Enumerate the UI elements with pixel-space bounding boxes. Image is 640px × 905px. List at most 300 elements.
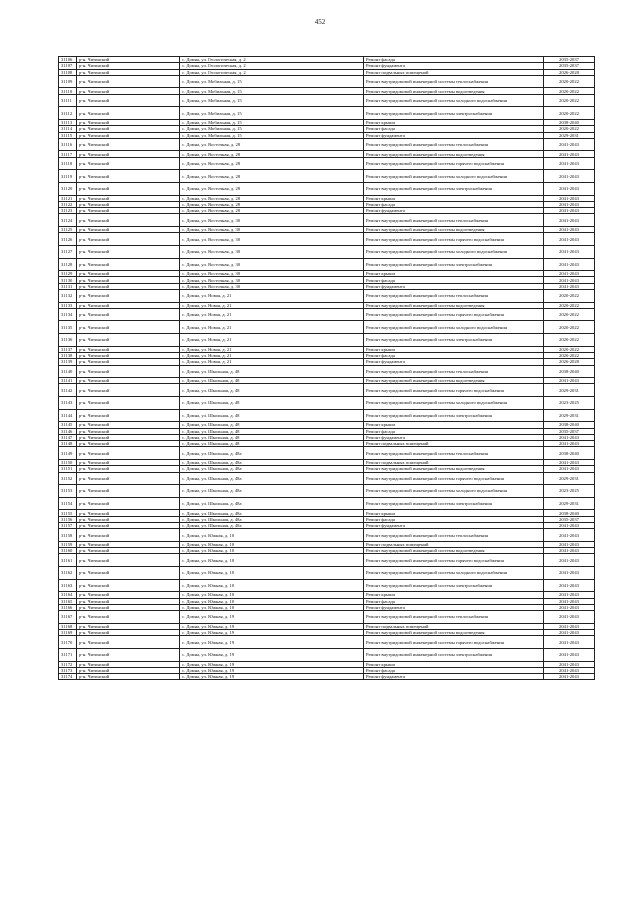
work-type-cell: Ремонт фундамента xyxy=(364,604,544,610)
address-cell: с. Домна, ул. Восточная, д. 28 xyxy=(180,138,364,151)
work-type-cell: Ремонт фундамента xyxy=(364,283,544,289)
years-cell: 2020-2022 xyxy=(544,289,595,302)
district-cell: р-н. Читинский xyxy=(77,245,180,258)
years-cell: 2026-2028 xyxy=(544,359,595,365)
table-row xyxy=(59,245,595,258)
years-cell: 2020-2022 xyxy=(544,126,595,132)
address-cell: с. Домна, ул. Восточная, д. 28 xyxy=(180,208,364,214)
district-cell: р-н. Читинский xyxy=(77,107,180,120)
row-number: 31128 xyxy=(59,258,77,271)
table-row xyxy=(59,289,595,302)
address-cell: с. Домна, ул. Южная, д. 10 xyxy=(180,579,364,592)
table-row xyxy=(59,611,595,624)
district-cell: р-н. Читинский xyxy=(77,541,180,547)
table-row xyxy=(59,384,595,397)
row-number: 31156 xyxy=(59,516,77,522)
row-number: 31148 xyxy=(59,441,77,447)
years-cell: 2041-2043 xyxy=(544,592,595,598)
years-cell: 2041-2043 xyxy=(544,151,595,157)
work-type-cell: Ремонт внутридомовой инженерной системы теплоснабжения xyxy=(364,365,544,378)
row-number: 31161 xyxy=(59,554,77,567)
address-cell: с. Домна, ул. Мобильная, д. 15 xyxy=(180,75,364,88)
address-cell: с. Домна, ул. Восточная, д. 28 xyxy=(180,195,364,201)
work-type-cell: Ремонт фасада xyxy=(364,126,544,132)
address-cell: с. Домна, ул. Школьная, д. 48 xyxy=(180,384,364,397)
row-number: 31168 xyxy=(59,623,77,629)
address-cell: с. Домна, ул. Новая, д. 21 xyxy=(180,302,364,308)
district-cell: р-н. Читинский xyxy=(77,157,180,170)
work-type-cell: Ремонт крыши xyxy=(364,592,544,598)
work-type-cell: Ремонт фасада xyxy=(364,516,544,522)
address-cell: с. Домна, ул. Восточная, д. 30 xyxy=(180,214,364,227)
row-number: 31174 xyxy=(59,674,77,680)
address-cell: с. Домна, ул. Геологическая, д. 2 xyxy=(180,57,364,63)
row-number: 31158 xyxy=(59,529,77,542)
work-type-cell: Ремонт внутридомовой инженерной системы холодного водоснабжения xyxy=(364,321,544,334)
work-type-cell: Ремонт внутридомовой инженерной системы электроснабжения xyxy=(364,182,544,195)
address-cell: с. Домна, ул. Школьная, д. 48а xyxy=(180,447,364,460)
years-cell: 2020-2022 xyxy=(544,107,595,120)
work-type-cell: Ремонт внутридомовой инженерной системы холодного водоснабжения xyxy=(364,94,544,107)
row-number: 31152 xyxy=(59,472,77,485)
address-cell: с. Домна, ул. Южная, д. 10 xyxy=(180,592,364,598)
table-row xyxy=(59,472,595,485)
row-number: 31125 xyxy=(59,227,77,233)
address-cell: с. Домна, ул. Школьная, д. 48 xyxy=(180,378,364,384)
row-number: 31139 xyxy=(59,359,77,365)
years-cell: 2041-2043 xyxy=(544,636,595,649)
district-cell: р-н. Читинский xyxy=(77,88,180,94)
years-cell: 2020-2022 xyxy=(544,302,595,308)
row-number: 31114 xyxy=(59,126,77,132)
row-number: 31172 xyxy=(59,661,77,667)
district-cell: р-н. Читинский xyxy=(77,422,180,428)
row-number: 31124 xyxy=(59,214,77,227)
work-type-cell: Ремонт внутридомовой инженерной системы теплоснабжения xyxy=(364,289,544,302)
years-cell: 2035-2037 xyxy=(544,63,595,69)
district-cell: р-н. Читинский xyxy=(77,151,180,157)
table-row xyxy=(59,75,595,88)
years-cell: 2026-2028 xyxy=(544,69,595,75)
address-cell: с. Домна, ул. Южная, д. 19 xyxy=(180,661,364,667)
row-number: 31149 xyxy=(59,447,77,460)
table-row xyxy=(59,170,595,183)
address-cell: с. Домна, ул. Восточная, д. 30 xyxy=(180,233,364,246)
work-type-cell: Ремонт внутридомовой инженерной системы теплоснабжения xyxy=(364,138,544,151)
work-type-cell: Ремонт внутридомовой инженерной системы электроснабжения xyxy=(364,258,544,271)
address-cell: с. Домна, ул. Мобильная, д. 15 xyxy=(180,126,364,132)
district-cell: р-н. Читинский xyxy=(77,441,180,447)
district-cell: р-н. Читинский xyxy=(77,378,180,384)
years-cell: 2041-2043 xyxy=(544,227,595,233)
work-type-cell: Ремонт фундамента xyxy=(364,359,544,365)
row-number: 31165 xyxy=(59,598,77,604)
district-cell: р-н. Читинский xyxy=(77,334,180,347)
district-cell: р-н. Читинский xyxy=(77,630,180,636)
row-number: 31150 xyxy=(59,460,77,466)
row-number: 31122 xyxy=(59,201,77,207)
years-cell: 2035-2037 xyxy=(544,428,595,434)
district-cell: р-н. Читинский xyxy=(77,321,180,334)
address-cell: с. Домна, ул. Восточная, д. 28 xyxy=(180,170,364,183)
row-number: 31126 xyxy=(59,233,77,246)
years-cell: 2041-2043 xyxy=(544,667,595,673)
years-cell: 2041-2043 xyxy=(544,623,595,629)
address-cell: с. Домна, ул. Школьная, д. 48 xyxy=(180,397,364,410)
district-cell: р-н. Читинский xyxy=(77,126,180,132)
work-type-cell: Ремонт внутридомовой инженерной системы водоотведения xyxy=(364,630,544,636)
district-cell: р-н. Читинский xyxy=(77,397,180,410)
work-type-cell: Ремонт крыши xyxy=(364,346,544,352)
table-row xyxy=(59,157,595,170)
row-number: 31121 xyxy=(59,195,77,201)
row-number: 31132 xyxy=(59,289,77,302)
work-type-cell: Ремонт внутридомовой инженерной системы электроснабжения xyxy=(364,107,544,120)
district-cell: р-н. Читинский xyxy=(77,497,180,510)
table-row xyxy=(59,529,595,542)
work-type-cell: Ремонт внутридомовой инженерной системы горячего водоснабжения xyxy=(364,636,544,649)
row-number: 31134 xyxy=(59,308,77,321)
row-number: 31141 xyxy=(59,378,77,384)
row-number: 31115 xyxy=(59,132,77,138)
district-cell: р-н. Читинский xyxy=(77,214,180,227)
work-type-cell: Ремонт внутридомовой инженерной системы водоотведения xyxy=(364,466,544,472)
address-cell: с. Домна, ул. Восточная, д. 28 xyxy=(180,182,364,195)
table-row xyxy=(59,409,595,422)
district-cell: р-н. Читинский xyxy=(77,359,180,365)
years-cell: 2041-2043 xyxy=(544,579,595,592)
years-cell: 2041-2043 xyxy=(544,208,595,214)
work-type-cell: Ремонт внутридомовой инженерной системы горячего водоснабжения xyxy=(364,472,544,485)
address-cell: с. Домна, ул. Школьная, д. 48а xyxy=(180,510,364,516)
years-cell: 2029-2031 xyxy=(544,409,595,422)
address-cell: с. Домна, ул. Мобильная, д. 15 xyxy=(180,132,364,138)
years-cell: 2038-2040 xyxy=(544,447,595,460)
years-cell: 2020-2022 xyxy=(544,308,595,321)
address-cell: с. Домна, ул. Южная, д. 10 xyxy=(180,554,364,567)
row-number: 31170 xyxy=(59,636,77,649)
district-cell: р-н. Читинский xyxy=(77,516,180,522)
district-cell: р-н. Читинский xyxy=(77,75,180,88)
district-cell: р-н. Читинский xyxy=(77,132,180,138)
years-cell: 2041-2043 xyxy=(544,648,595,661)
row-number: 31109 xyxy=(59,75,77,88)
district-cell: р-н. Читинский xyxy=(77,548,180,554)
work-type-cell: Ремонт фасада xyxy=(364,201,544,207)
years-cell: 2023-2025 xyxy=(544,397,595,410)
address-cell: с. Домна, ул. Новая, д. 21 xyxy=(180,308,364,321)
table-row xyxy=(59,321,595,334)
address-cell: с. Домна, ул. Новая, д. 21 xyxy=(180,359,364,365)
row-number: 31143 xyxy=(59,397,77,410)
row-number: 31142 xyxy=(59,384,77,397)
district-cell: р-н. Читинский xyxy=(77,409,180,422)
district-cell: р-н. Читинский xyxy=(77,233,180,246)
row-number: 31108 xyxy=(59,69,77,75)
table-row xyxy=(59,447,595,460)
years-cell: 2041-2043 xyxy=(544,661,595,667)
row-number: 31162 xyxy=(59,567,77,580)
row-number: 31123 xyxy=(59,208,77,214)
work-type-cell: Ремонт внутридомовой инженерной системы водоотведения xyxy=(364,548,544,554)
district-cell: р-н. Читинский xyxy=(77,623,180,629)
district-cell: р-н. Читинский xyxy=(77,579,180,592)
years-cell: 2041-2043 xyxy=(544,567,595,580)
years-cell: 2041-2043 xyxy=(544,604,595,610)
district-cell: р-н. Читинский xyxy=(77,182,180,195)
work-type-cell: Ремонт подвальных помещений xyxy=(364,441,544,447)
years-cell: 2041-2043 xyxy=(544,466,595,472)
work-type-cell: Ремонт внутридомовой инженерной системы горячего водоснабжения xyxy=(364,233,544,246)
work-type-cell: Ремонт крыши xyxy=(364,661,544,667)
address-cell: с. Домна, ул. Южная, д. 10 xyxy=(180,604,364,610)
years-cell: 2041-2043 xyxy=(544,214,595,227)
years-cell: 2041-2043 xyxy=(544,598,595,604)
district-cell: р-н. Читинский xyxy=(77,667,180,673)
table-row xyxy=(59,397,595,410)
district-cell: р-н. Читинский xyxy=(77,302,180,308)
years-cell: 2041-2043 xyxy=(544,233,595,246)
work-type-cell: Ремонт внутридомовой инженерной системы электроснабжения xyxy=(364,648,544,661)
district-cell: р-н. Читинский xyxy=(77,648,180,661)
address-cell: с. Домна, ул. Мобильная, д. 15 xyxy=(180,119,364,125)
years-cell: 2041-2043 xyxy=(544,529,595,542)
row-number: 31127 xyxy=(59,245,77,258)
table-row xyxy=(59,334,595,347)
address-cell: с. Домна, ул. Школьная, д. 48 xyxy=(180,422,364,428)
work-type-cell: Ремонт внутридомовой инженерной системы горячего водоснабжения xyxy=(364,384,544,397)
district-cell: р-н. Читинский xyxy=(77,529,180,542)
address-cell: с. Домна, ул. Мобильная, д. 15 xyxy=(180,107,364,120)
work-type-cell: Ремонт внутридомовой инженерной системы теплоснабжения xyxy=(364,529,544,542)
district-cell: р-н. Читинский xyxy=(77,308,180,321)
row-number: 31154 xyxy=(59,497,77,510)
district-cell: р-н. Читинский xyxy=(77,567,180,580)
work-type-cell: Ремонт внутридомовой инженерной системы водоотведения xyxy=(364,302,544,308)
table-row xyxy=(59,648,595,661)
address-cell: с. Домна, ул. Южная, д. 10 xyxy=(180,548,364,554)
work-type-cell: Ремонт внутридомовой инженерной системы теплоснабжения xyxy=(364,447,544,460)
district-cell: р-н. Читинский xyxy=(77,447,180,460)
work-type-cell: Ремонт внутридомовой инженерной системы водоотведения xyxy=(364,88,544,94)
repair-schedule-table xyxy=(58,56,595,680)
years-cell: 2041-2043 xyxy=(544,460,595,466)
years-cell: 2041-2043 xyxy=(544,283,595,289)
table-row xyxy=(59,636,595,649)
table-row xyxy=(59,182,595,195)
district-cell: р-н. Читинский xyxy=(77,283,180,289)
years-cell: 2041-2043 xyxy=(544,195,595,201)
years-cell: 2041-2043 xyxy=(544,277,595,283)
row-number: 31138 xyxy=(59,352,77,358)
district-cell: р-н. Читинский xyxy=(77,170,180,183)
district-cell: р-н. Читинский xyxy=(77,57,180,63)
row-number: 31107 xyxy=(59,63,77,69)
work-type-cell: Ремонт фундамента xyxy=(364,522,544,528)
work-type-cell: Ремонт внутридомовой инженерной системы холодного водоснабжения xyxy=(364,245,544,258)
work-type-cell: Ремонт внутридомовой инженерной системы электроснабжения xyxy=(364,579,544,592)
table-row xyxy=(59,497,595,510)
row-number: 31164 xyxy=(59,592,77,598)
row-number: 31144 xyxy=(59,409,77,422)
work-type-cell: Ремонт крыши xyxy=(364,422,544,428)
table-row xyxy=(59,554,595,567)
address-cell: с. Домна, ул. Новая, д. 21 xyxy=(180,334,364,347)
years-cell: 2041-2043 xyxy=(544,434,595,440)
row-number: 31167 xyxy=(59,611,77,624)
work-type-cell: Ремонт подвальных помещений xyxy=(364,541,544,547)
years-cell: 2020-2022 xyxy=(544,88,595,94)
row-number: 31163 xyxy=(59,579,77,592)
work-type-cell: Ремонт фундамента xyxy=(364,674,544,680)
work-type-cell: Ремонт внутридомовой инженерной системы теплоснабжения xyxy=(364,611,544,624)
row-number: 31159 xyxy=(59,541,77,547)
table-body xyxy=(59,57,595,680)
row-number: 31130 xyxy=(59,277,77,283)
years-cell: 2020-2022 xyxy=(544,346,595,352)
address-cell: с. Домна, ул. Восточная, д. 30 xyxy=(180,283,364,289)
district-cell: р-н. Читинский xyxy=(77,384,180,397)
table-row xyxy=(59,674,595,680)
row-number: 31151 xyxy=(59,466,77,472)
years-cell: 2041-2043 xyxy=(544,182,595,195)
table-row xyxy=(59,107,595,120)
district-cell: р-н. Читинский xyxy=(77,346,180,352)
row-number: 31173 xyxy=(59,667,77,673)
row-number: 31131 xyxy=(59,283,77,289)
district-cell: р-н. Читинский xyxy=(77,611,180,624)
district-cell: р-н. Читинский xyxy=(77,119,180,125)
work-type-cell: Ремонт подвальных помещений xyxy=(364,623,544,629)
row-number: 31146 xyxy=(59,428,77,434)
address-cell: с. Домна, ул. Школьная, д. 48а xyxy=(180,472,364,485)
row-number: 31145 xyxy=(59,422,77,428)
address-cell: с. Домна, ул. Восточная, д. 28 xyxy=(180,151,364,157)
row-number: 31106 xyxy=(59,57,77,63)
row-number: 31120 xyxy=(59,182,77,195)
years-cell: 2038-2040 xyxy=(544,119,595,125)
address-cell: с. Домна, ул. Школьная, д. 48а xyxy=(180,522,364,528)
address-cell: с. Домна, ул. Школьная, д. 48 xyxy=(180,409,364,422)
address-cell: с. Домна, ул. Геологическая, д. 2 xyxy=(180,63,364,69)
table-row xyxy=(59,308,595,321)
district-cell: р-н. Читинский xyxy=(77,598,180,604)
district-cell: р-н. Читинский xyxy=(77,674,180,680)
work-type-cell: Ремонт фасада xyxy=(364,667,544,673)
address-cell: с. Домна, ул. Южная, д. 19 xyxy=(180,674,364,680)
address-cell: с. Домна, ул. Восточная, д. 30 xyxy=(180,258,364,271)
row-number: 31140 xyxy=(59,365,77,378)
address-cell: с. Домна, ул. Мобильная, д. 15 xyxy=(180,94,364,107)
row-number: 31157 xyxy=(59,522,77,528)
years-cell: 2023-2025 xyxy=(544,485,595,498)
work-type-cell: Ремонт фасада xyxy=(364,57,544,63)
work-type-cell: Ремонт внутридомовой инженерной системы холодного водоснабжения xyxy=(364,397,544,410)
address-cell: с. Домна, ул. Восточная, д. 30 xyxy=(180,277,364,283)
address-cell: с. Домна, ул. Южная, д. 19 xyxy=(180,648,364,661)
address-cell: с. Домна, ул. Южная, д. 10 xyxy=(180,598,364,604)
years-cell: 2041-2043 xyxy=(544,170,595,183)
work-type-cell: Ремонт внутридомовой инженерной системы водоотведения xyxy=(364,378,544,384)
district-cell: р-н. Читинский xyxy=(77,94,180,107)
row-number: 31166 xyxy=(59,604,77,610)
table-row xyxy=(59,485,595,498)
row-number: 31116 xyxy=(59,138,77,151)
address-cell: с. Домна, ул. Школьная, д. 48а xyxy=(180,497,364,510)
row-number: 31135 xyxy=(59,321,77,334)
work-type-cell: Ремонт внутридомовой инженерной системы холодного водоснабжения xyxy=(364,567,544,580)
work-type-cell: Ремонт внутридомовой инженерной системы холодного водоснабжения xyxy=(364,485,544,498)
table-row xyxy=(59,258,595,271)
row-number: 31155 xyxy=(59,510,77,516)
years-cell: 2041-2043 xyxy=(544,541,595,547)
district-cell: р-н. Читинский xyxy=(77,69,180,75)
years-cell: 2035-2037 xyxy=(544,516,595,522)
work-type-cell: Ремонт внутридомовой инженерной системы холодного водоснабжения xyxy=(364,170,544,183)
address-cell: с. Домна, ул. Восточная, д. 28 xyxy=(180,201,364,207)
years-cell: 2041-2043 xyxy=(544,258,595,271)
district-cell: р-н. Читинский xyxy=(77,485,180,498)
address-cell: с. Домна, ул. Южная, д. 10 xyxy=(180,529,364,542)
years-cell: 2038-2040 xyxy=(544,365,595,378)
years-cell: 2041-2043 xyxy=(544,271,595,277)
work-type-cell: Ремонт подвальных помещений xyxy=(364,69,544,75)
years-cell: 2020-2022 xyxy=(544,321,595,334)
years-cell: 2020-2022 xyxy=(544,75,595,88)
row-number: 31119 xyxy=(59,170,77,183)
work-type-cell: Ремонт фундамента xyxy=(364,63,544,69)
years-cell: 2041-2043 xyxy=(544,245,595,258)
district-cell: р-н. Читинский xyxy=(77,466,180,472)
address-cell: с. Домна, ул. Южная, д. 19 xyxy=(180,667,364,673)
district-cell: р-н. Читинский xyxy=(77,271,180,277)
district-cell: р-н. Читинский xyxy=(77,510,180,516)
address-cell: с. Домна, ул. Школьная, д. 48 xyxy=(180,428,364,434)
years-cell: 2041-2043 xyxy=(544,674,595,680)
address-cell: с. Домна, ул. Новая, д. 21 xyxy=(180,352,364,358)
work-type-cell: Ремонт подвальных помещений xyxy=(364,460,544,466)
years-cell: 2041-2043 xyxy=(544,441,595,447)
address-cell: с. Домна, ул. Новая, д. 21 xyxy=(180,289,364,302)
address-cell: с. Домна, ул. Школьная, д. 48а xyxy=(180,516,364,522)
address-cell: с. Домна, ул. Восточная, д. 30 xyxy=(180,227,364,233)
district-cell: р-н. Читинский xyxy=(77,227,180,233)
district-cell: р-н. Читинский xyxy=(77,661,180,667)
row-number: 31160 xyxy=(59,548,77,554)
row-number: 31129 xyxy=(59,271,77,277)
years-cell: 2041-2043 xyxy=(544,630,595,636)
district-cell: р-н. Читинский xyxy=(77,258,180,271)
table-row xyxy=(59,567,595,580)
years-cell: 2041-2043 xyxy=(544,611,595,624)
district-cell: р-н. Читинский xyxy=(77,604,180,610)
work-type-cell: Ремонт внутридомовой инженерной системы горячего водоснабжения xyxy=(364,308,544,321)
work-type-cell: Ремонт фундамента xyxy=(364,208,544,214)
years-cell: 2041-2043 xyxy=(544,522,595,528)
table-row xyxy=(59,94,595,107)
years-cell: 2038-2040 xyxy=(544,510,595,516)
work-type-cell: Ремонт крыши xyxy=(364,510,544,516)
district-cell: р-н. Читинский xyxy=(77,472,180,485)
table-row xyxy=(59,365,595,378)
years-cell: 2041-2043 xyxy=(544,201,595,207)
work-type-cell: Ремонт внутридомовой инженерной системы электроснабжения xyxy=(364,334,544,347)
address-cell: с. Домна, ул. Южная, д. 19 xyxy=(180,636,364,649)
work-type-cell: Ремонт внутридомовой инженерной системы электроснабжения xyxy=(364,409,544,422)
work-type-cell: Ремонт крыши xyxy=(364,119,544,125)
work-type-cell: Ремонт внутридомовой инженерной системы водоотведения xyxy=(364,227,544,233)
address-cell: с. Домна, ул. Новая, д. 21 xyxy=(180,321,364,334)
